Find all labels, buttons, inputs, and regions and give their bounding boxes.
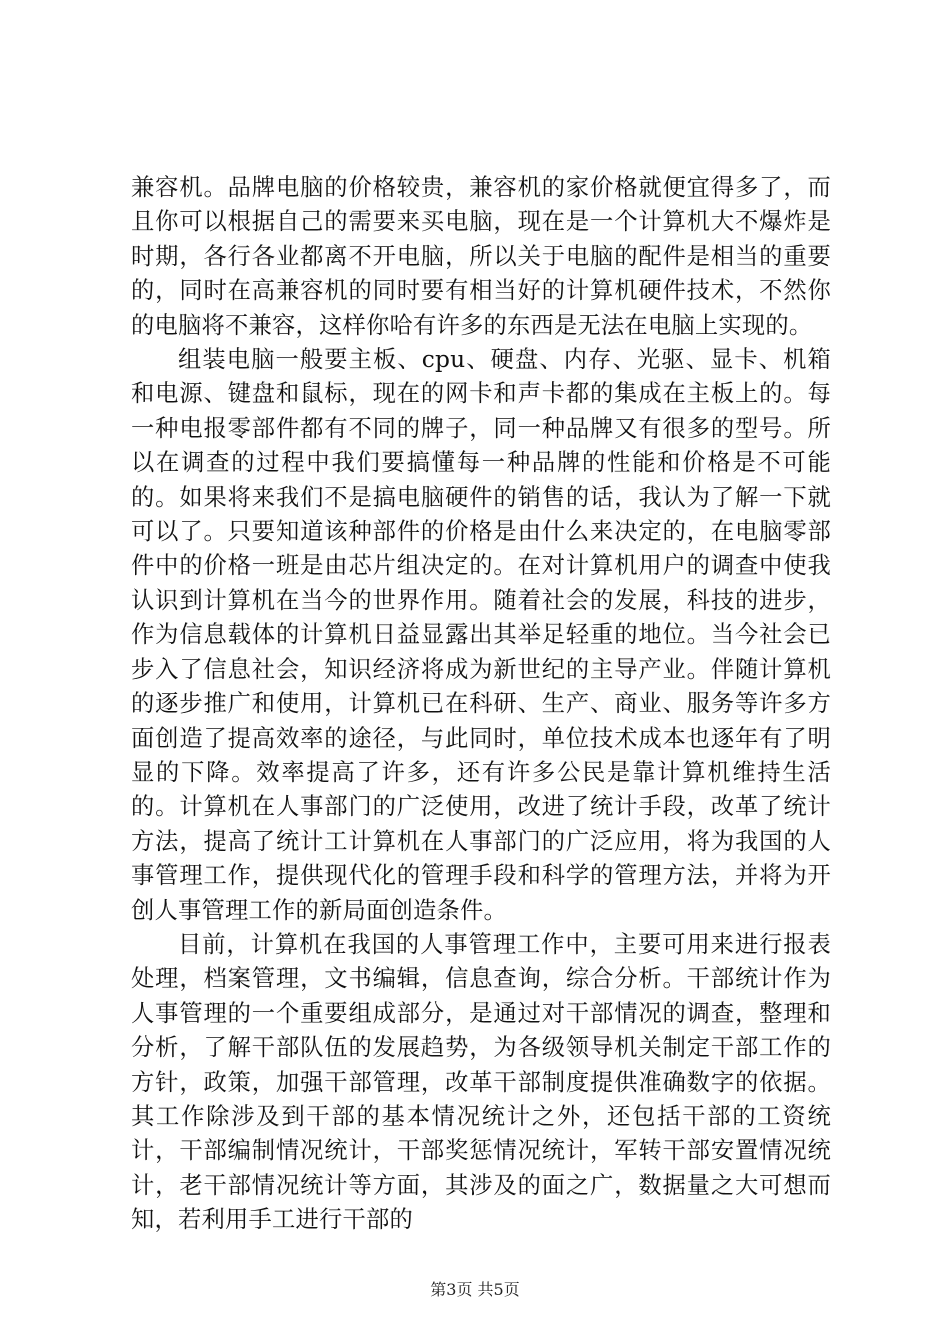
page-number-footer: 第3页 共5页 <box>430 1280 520 1299</box>
document-body <box>131 171 831 1238</box>
paragraph-2: 组装电脑一般要主板、cpu、硬盘、内存、光驱、显卡、机箱和电源、键盘和鼠标，现在的网卡和声卡都的集成在主板上的。每一种电报零部件都有不同的牌子，同一种品牌又有很多的型号。所以在调查的过程中我们要搞懂每一种品牌的性能和价格是不可能的。如果将来我们不是搞电脑硬件的销售的话，我认为了解一下就可以了。只要知道该种部件的价格是由什么来决定的，在电脑零部件中的价格一班是由芯片组决定的。在对计算机用户的调查中使我认识到计算机在当今的世界作用。随着社会的发展，科技的进步，作为信息载体的计算机日益显露出其举足轻重的地位。当今社会已步入了信息社会，知识经济将成为新世纪的主导产业。伴随计算机的逐步推广和使用，计算机已在科研、生产、商业、服务等许多方面创造了提高效率的途径，与此同时，单位技术成本也逐年有了明显的下降。效率提高了许多，还有许多公民是靠计算机维持生活的。计算机在人事部门的广泛使用，改进了统计手段，改革了统计方法，提高了统计工计算机在人事部门的广泛应用，将为我国的人事管理工作，提供现代化的管理手段和科学的管理方法，并将为开创人事管理工作的新局面创造条件。 <box>131 346 831 924</box>
paragraph-1: 兼容机。品牌电脑的价格较贵，兼容机的家价格就便宜得多了，而且你可以根据自己的需要来买电脑，现在是一个计算机大不爆炸是时期，各行各业都离不开电脑，所以关于电脑的配件是相当的重要的，同时在高兼容机的同时要有相当好的计算机硬件技术，不然你的电脑将不兼容，这样你哈有许多的东西是无法在电脑上实现的。 <box>131 174 831 339</box>
paragraph-3: 目前，计算机在我国的人事管理工作中，主要可用来进行报表处理，档案管理，文书编辑，信息查询，综合分析。干部统计作为人事管理的一个重要组成部分，是通过对干部情况的调查，整理和分析，了解干部队伍的发展趋势，为各级领导机关制定干部工作的方针，政策，加强干部管理，改革干部制度提供准确数字的依据。其工作除涉及到干部的基本情况统计之外，还包括干部的工资统计，干部编制情况统计，干部奖惩情况统计，军转干部安置情况统计，老干部情况统计等方面，其涉及的面之广，数据量之大可想而知，若利用手工进行干部的 <box>131 930 831 1234</box>
